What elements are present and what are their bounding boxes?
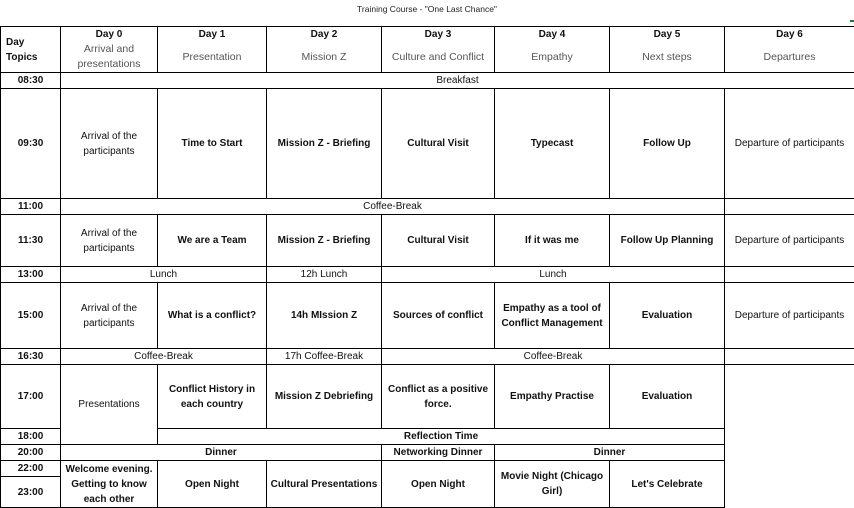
table-row [1, 89, 854, 199]
day-topic: Culture and Conflict [382, 42, 495, 73]
day-topics-label: Day Topics [1, 27, 61, 73]
session-cell: Mission Z Debriefing [267, 365, 382, 429]
coffee-break-cell: Coffee-Break [61, 349, 267, 365]
table-row [1, 283, 854, 349]
session-cell: Cultural Visit [382, 89, 495, 199]
session-cell: Follow Up Planning [610, 215, 725, 267]
session-cell: Welcome evening. Getting to know each other [61, 461, 158, 508]
session-cell: Open Night [158, 461, 267, 508]
header-row-days [1, 27, 854, 43]
session-cell: Typecast [495, 89, 610, 199]
table-row [1, 365, 854, 429]
lunch-cell: Lunch [61, 267, 267, 283]
session-cell: Arrival of the participants [61, 89, 158, 199]
table-row [1, 445, 854, 461]
session-cell: Arrival of the participants [61, 215, 158, 267]
session-cell: Arrival of the participants [61, 283, 158, 349]
session-cell: Follow Up [610, 89, 725, 199]
day-topic: Next steps [610, 42, 725, 73]
dinner-cell: Networking Dinner [382, 445, 495, 461]
day-header: Day 6 [725, 27, 854, 43]
session-cell: Cultural Visit [382, 215, 495, 267]
lunch-cell: Lunch [382, 267, 725, 283]
lunch-cell: 12h Lunch [267, 267, 382, 283]
time-cell: 20:00 [1, 445, 61, 461]
empty-cell [725, 199, 854, 215]
session-cell: Departure of participants [725, 283, 854, 349]
header-row-topics [1, 42, 854, 73]
session-cell: Evaluation [610, 365, 725, 429]
time-cell: 08:30 [1, 73, 61, 89]
time-cell: 23:00 [1, 477, 61, 508]
session-cell: Mission Z - Briefing [267, 89, 382, 199]
empty-cell [725, 445, 854, 461]
coffee-break-cell: 17h Coffee-Break [267, 349, 382, 365]
session-cell: Empathy as a tool of Conflict Management [495, 283, 610, 349]
table-row [1, 73, 854, 89]
time-cell: 16:30 [1, 349, 61, 365]
session-cell: Departure of participants [725, 89, 854, 199]
table-row [1, 267, 854, 283]
session-cell: Conflict as a positive force. [382, 365, 495, 429]
page-title: Training Course - "One Last Chance" [0, 4, 854, 14]
dinner-cell: Dinner [495, 445, 725, 461]
time-cell: 09:30 [1, 89, 61, 199]
session-cell: Empathy Practise [495, 365, 610, 429]
day-header: Day 4 [495, 27, 610, 43]
time-cell: 17:00 [1, 365, 61, 429]
time-cell: 15:00 [1, 283, 61, 349]
day-topic: Arrival and presentations [61, 42, 158, 73]
table-row [1, 461, 854, 477]
time-cell: 22:00 [1, 461, 61, 477]
empty-cell [725, 365, 854, 445]
session-cell: We are a Team [158, 215, 267, 267]
session-cell: Departure of participants [725, 215, 854, 267]
session-cell: Evaluation [610, 283, 725, 349]
day-header: Day 2 [267, 27, 382, 43]
session-cell: Conflict History in each country [158, 365, 267, 429]
session-cell: Open Night [382, 461, 495, 508]
table-row [1, 215, 854, 267]
session-cell: Presentations [61, 365, 158, 445]
day-header: Day 0 [61, 27, 158, 43]
empty-cell [725, 461, 854, 508]
time-cell: 13:00 [1, 267, 61, 283]
day-topic: Presentation [158, 42, 267, 73]
reflection-time-cell: Reflection Time [158, 429, 725, 445]
day-topic: Mission Z [267, 42, 382, 73]
session-cell: If it was me [495, 215, 610, 267]
table-row [1, 349, 854, 365]
cell-selection-marker [850, 20, 854, 22]
schedule-table [0, 26, 854, 508]
breakfast-cell: Breakfast [61, 73, 854, 89]
session-cell: Let's Celebrate [610, 461, 725, 508]
day-topic: Departures [725, 42, 854, 73]
empty-cell [725, 349, 854, 365]
session-cell: Mission Z - Briefing [267, 215, 382, 267]
time-cell: 18:00 [1, 429, 61, 445]
day-header: Day 5 [610, 27, 725, 43]
day-topic: Empathy [495, 42, 610, 73]
session-cell: Cultural Presentations [267, 461, 382, 508]
session-cell: Sources of conflict [382, 283, 495, 349]
table-row [1, 199, 854, 215]
empty-cell [725, 267, 854, 283]
session-cell: Movie Night (Chicago Girl) [495, 461, 610, 508]
coffee-break-cell: Coffee-Break [382, 349, 725, 365]
coffee-break-cell: Coffee-Break [61, 199, 725, 215]
session-cell: 14h MIssion Z [267, 283, 382, 349]
session-cell: Time to Start [158, 89, 267, 199]
day-header: Day 1 [158, 27, 267, 43]
time-cell: 11:00 [1, 199, 61, 215]
session-cell: What is a conflict? [158, 283, 267, 349]
dinner-cell: Dinner [61, 445, 382, 461]
day-header: Day 3 [382, 27, 495, 43]
time-cell: 11:30 [1, 215, 61, 267]
